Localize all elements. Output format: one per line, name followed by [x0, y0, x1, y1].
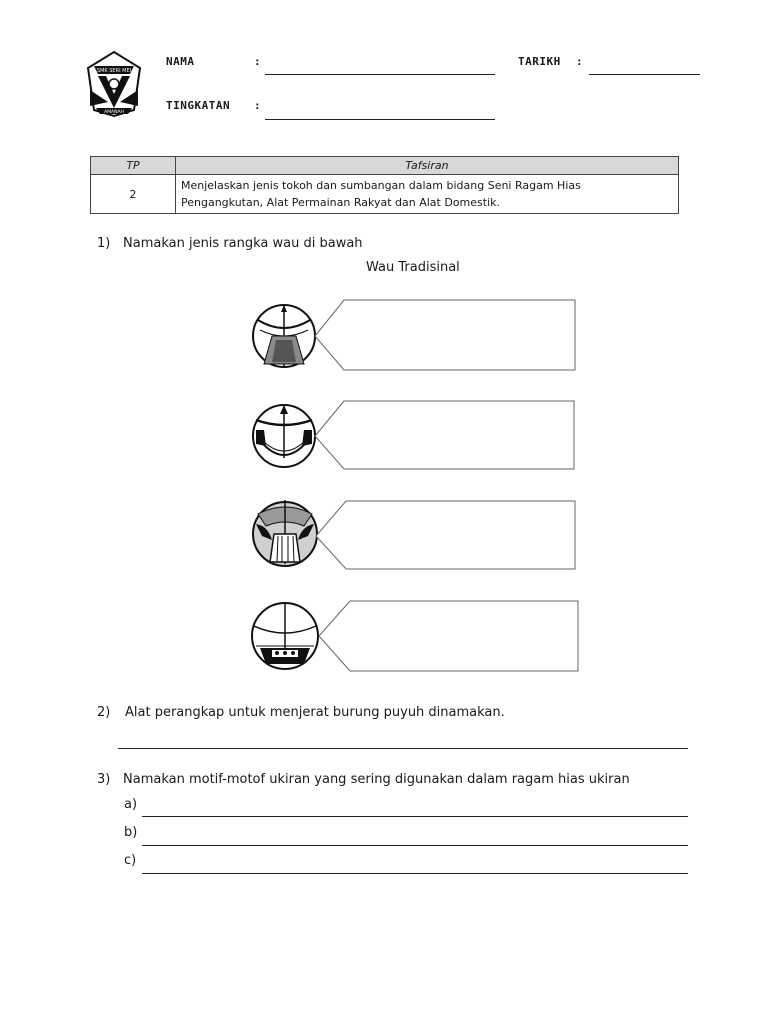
- question-3b-answer-line[interactable]: [142, 845, 688, 846]
- tafsiran-line-2: Pengangkutan, Alat Permainan Rakyat dan Alat Domestik.: [181, 196, 500, 209]
- tp-value: 2: [91, 175, 176, 214]
- table-header-row: [91, 157, 679, 175]
- nama-label: NAMA: [166, 55, 195, 68]
- question-2-answer-line[interactable]: [118, 748, 688, 749]
- nama-field[interactable]: [265, 74, 495, 75]
- school-logo: [84, 50, 144, 118]
- answer-box-2[interactable]: [315, 401, 574, 469]
- question-3-text: Namakan motif-motof ukiran yang sering digunakan dalam ragam hias ukiran: [123, 772, 630, 787]
- wau-kite-2-icon: [253, 405, 315, 467]
- wau-item-2: [248, 396, 580, 476]
- col-tafsiran-header: Tafsiran: [176, 157, 679, 175]
- nama-colon: :: [254, 55, 262, 68]
- question-1-text: Namakan jenis rangka wau di bawah: [123, 236, 363, 251]
- wau-kite-1-icon: [253, 305, 315, 367]
- logo-top-text: SMK SERI MEI: [96, 68, 132, 74]
- tarikh-field[interactable]: [589, 74, 700, 75]
- question-3: [97, 772, 630, 787]
- wau-item-4: [246, 596, 582, 676]
- question-2-text: Alat perangkap untuk menjerat burung puyuh dinamakan.: [125, 705, 505, 720]
- wau-item-1: [248, 296, 580, 376]
- question-2: [97, 705, 505, 720]
- logo-bottom-text: AMANAH: [104, 110, 124, 115]
- wau-subtitle: Wau Tradisinal: [366, 260, 460, 275]
- question-3a-label: a): [124, 797, 138, 812]
- question-1: [97, 236, 363, 251]
- table-row: [91, 175, 679, 214]
- tp-table: [90, 156, 679, 214]
- question-2-number: 2): [97, 705, 111, 720]
- tafsiran-line-1: Menjelaskan jenis tokoh dan sumbangan dalam bidang Seni Ragam Hias: [181, 179, 581, 192]
- wau-kite-4-icon: [252, 603, 318, 669]
- col-tp-header: TP: [91, 157, 176, 175]
- tingkatan-colon: :: [254, 99, 262, 112]
- answer-box-1[interactable]: [315, 300, 575, 370]
- question-3c-answer-line[interactable]: [142, 873, 688, 874]
- question-3b-label: b): [124, 825, 138, 840]
- wau-item-3: [248, 496, 580, 576]
- tafsiran-cell: [176, 175, 679, 214]
- answer-box-4[interactable]: [319, 601, 578, 671]
- question-1-number: 1): [97, 236, 111, 251]
- tingkatan-field[interactable]: [265, 119, 495, 120]
- question-3-number: 3): [97, 772, 111, 787]
- question-3c-label: c): [124, 853, 137, 868]
- answer-box-3[interactable]: [316, 501, 575, 569]
- tarikh-label: TARIKH: [518, 55, 561, 68]
- question-3a-answer-line[interactable]: [142, 816, 688, 817]
- wau-kite-3-icon: [253, 500, 317, 566]
- tingkatan-label: TINGKATAN: [166, 99, 231, 112]
- tarikh-colon: :: [576, 55, 584, 68]
